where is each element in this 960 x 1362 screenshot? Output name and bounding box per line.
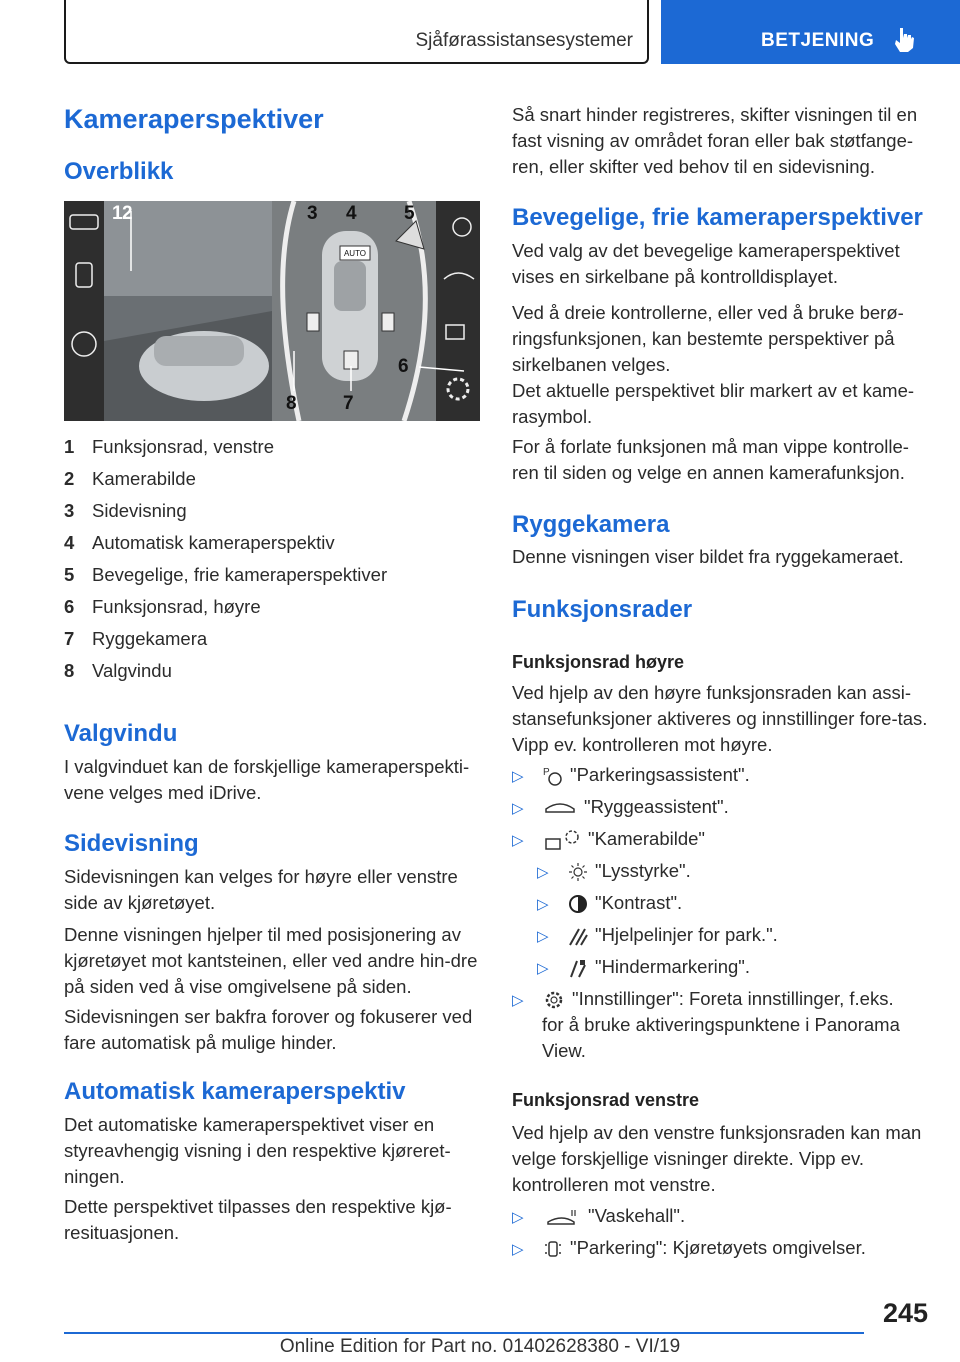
legend-item: 6 Funksjonsrad, høyre — [64, 596, 261, 617]
free-p4: For å forlate funksjonen må man vippe kontrolle-ren til siden og velge en annen kamerafunksjon. — [512, 436, 909, 483]
parking-assistant-icon — [542, 765, 564, 787]
list-item: ▷ "Hindermarkering". — [537, 954, 750, 982]
auto-heading: Automatisk kameraperspektiv — [64, 1078, 406, 1105]
left-row-heading: Funksjonsrad venstre — [512, 1090, 700, 1110]
rear-camera-text: Denne visningen viser bildet fra ryggekameraet. — [512, 546, 904, 567]
parking-guide-lines-icon — [567, 925, 589, 947]
legend-item: 3 Sidevisning — [64, 500, 187, 521]
free-p1: Ved valg av det bevegelige kameraperspektivet vises en sirkelbane på kontrolldisplayet. — [512, 240, 900, 287]
intro-text: Så snart hinder registreres, skifter visningen til en fast visning av området foran eller bak støtfange-ren, eller skifter ved behov til en sidevisning. — [512, 104, 918, 177]
callout-8: 8 — [286, 393, 297, 414]
footer-divider — [64, 1332, 864, 1334]
parking-surroundings-icon — [542, 1238, 564, 1260]
hand-pointer-icon — [894, 26, 914, 52]
callout-5: 5 — [404, 203, 415, 224]
header-section-title: Sjåførassistansesystemer — [415, 30, 633, 51]
list-item: ▷ "Lysstyrke". — [537, 858, 691, 886]
list-item: ▷ "Kontrast". — [537, 890, 682, 918]
auto-badge: AUTO — [343, 249, 367, 258]
auto-p1: Det automatiske kameraperspektivet viser en styreavhengig visning i den respektive kjøreret-ningen. — [64, 1114, 451, 1187]
header-chapter-title: BETJENING — [761, 30, 875, 51]
settings-gear-icon — [542, 989, 566, 1011]
sidevisning-p2: Denne visningen hjelper til med posisjonering av kjøretøyet mot kantsteinen, eller ved andre hin-dre på siden ved å vise omgivelsene på siden. — [64, 924, 478, 997]
legend-item: 4 Automatisk kameraperspektiv — [64, 532, 335, 553]
legend-item: 2 Kamerabilde — [64, 468, 196, 489]
legend-item: 5 Bevegelige, frie kameraperspektiver — [64, 564, 388, 585]
reverse-assistant-icon — [542, 797, 578, 819]
right-row-heading: Funksjonsrad høyre — [512, 652, 685, 672]
valgvindu-text: I valgvinduet kan de forskjellige kameraperspekti-vene velges med iDrive. — [64, 756, 470, 803]
list-item: ▷ "Vaskehall". — [512, 1203, 685, 1231]
list-item: ▷ "Innstillinger": Foreta innstillinger, f.eks. — [512, 986, 894, 1014]
valgvindu-heading: Valgvindu — [64, 720, 178, 747]
rear-camera-heading: Ryggekamera — [512, 511, 670, 538]
contrast-icon — [567, 893, 589, 915]
callout-1: 1 — [112, 203, 123, 224]
free-p3: Det aktuelle perspektivet blir markert av et kame-rasymbol. — [512, 380, 915, 427]
callout-3: 3 — [307, 203, 318, 224]
auto-p2: Dette perspektivet tilpasses den respektive kjø-resituasjonen. — [64, 1196, 452, 1243]
callout-4: 4 — [346, 203, 357, 224]
list-item: ▷ "Hjelpelinjer for park.". — [537, 922, 778, 950]
list-item: ▷ "Ryggeassistent". — [512, 794, 729, 822]
page-title: Kameraperspektiver — [64, 104, 324, 134]
list-item: ▷ "Parkering": Kjøretøyets omgivelser. — [512, 1235, 866, 1263]
callout-7: 7 — [343, 393, 354, 414]
callout-6: 6 — [398, 356, 409, 377]
overview-heading: Overblikk — [64, 158, 174, 185]
header-chapter-box — [661, 0, 960, 64]
list-item-continuation: for å bruke aktiveringspunktene i Panorama — [542, 1014, 900, 1035]
sidevisning-p3: Sidevisningen ser bakfra forover og fokuserer ved fare automatisk på mulige hinder. — [64, 1006, 473, 1053]
right-function-strip — [436, 201, 480, 421]
list-item: ▷ "Kamerabilde" — [512, 826, 705, 854]
sidevisning-heading: Sidevisning — [64, 830, 199, 857]
callout-2: 2 — [122, 203, 133, 224]
sidevisning-p1: Sidevisningen kan velges for høyre eller venstre side av kjøretøyet. — [64, 866, 458, 913]
footer-edition: Online Edition for Part no. 01402628380 - VI/19 — [279, 1336, 681, 1357]
obstacle-marking-icon — [567, 957, 589, 979]
legend-item: 1 Funksjonsrad, venstre — [64, 436, 275, 457]
camera-figure — [64, 201, 480, 421]
brightness-icon — [567, 861, 589, 883]
left-row-text: Ved hjelp av den venstre funksjonsraden kan man velge forskjellige visninger direkte. Vipp ev. kontrolleren mot venstre. — [512, 1122, 922, 1195]
right-row-text: Ved hjelp av den høyre funksjonsraden kan assi-stansefunksjoner aktiveres og innstillinger fore-tas. Vipp ev. kontrolleren mot høyre. — [512, 682, 928, 755]
list-item: ▷ P "Parkeringsassistent". — [512, 762, 750, 790]
page-number: 245 — [882, 1298, 928, 1328]
free-p2: Ved å dreie kontrollerne, eller ved å bruke berø-ringsfunksjonen, kan bestemte perspektiver på sirkelbanen velges. — [512, 302, 904, 375]
function-rows-heading: Funksjonsrader — [512, 596, 693, 623]
legend-item: 7 Ryggekamera — [64, 628, 208, 649]
list-item-continuation: View. — [542, 1040, 586, 1061]
left-function-strip — [64, 201, 104, 421]
camera-image-icon — [542, 829, 582, 851]
svg-text:P: P — [543, 767, 550, 779]
legend-item: 8 Valgvindu — [64, 660, 172, 681]
free-perspective-heading: Bevegelige, frie kameraperspektiver — [512, 204, 923, 231]
car-wash-icon — [542, 1206, 582, 1228]
header-section-box — [64, 0, 649, 64]
